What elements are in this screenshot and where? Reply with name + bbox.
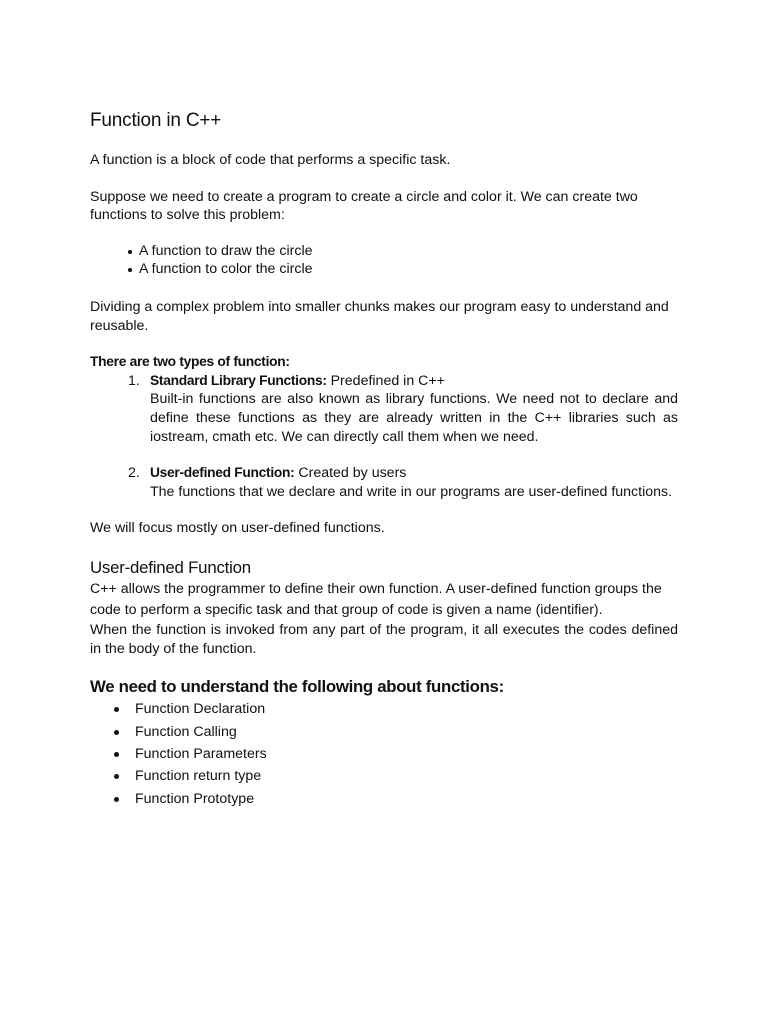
circle-example-paragraph: Suppose we need to create a program to create a circle and color it. We can create two functions to solve this problem: <box>90 188 638 224</box>
functions-topics-heading: We need to understand the following about functions: <box>90 677 504 697</box>
function-type-short: Created by users <box>294 465 407 482</box>
list-item: Function Declaration <box>114 698 678 720</box>
function-type-term: Standard Library Functions: <box>150 372 327 388</box>
list-item: A function to color the circle <box>128 260 678 279</box>
list-item: Function Calling <box>114 721 678 743</box>
function-type-standard-library <box>128 372 678 446</box>
circle-function-list <box>128 242 678 279</box>
list-item: A function to draw the circle <box>128 242 678 261</box>
page-title: Function in C++ <box>90 110 222 131</box>
list-item: Function return type <box>114 765 678 787</box>
list-number: 1. <box>128 372 140 389</box>
function-type-term: User-defined Function: <box>150 465 295 481</box>
intro-paragraph: A function is a block of code that performs a specific task. <box>90 152 451 168</box>
function-type-short: Predefined in C++ <box>326 372 445 389</box>
list-number: 2. <box>128 465 140 482</box>
function-type-description: Built-in functions are also known as library functions. We need not to declare and define these functions as they are already written in the C++ libraries such as iostream, cmath etc. We can directly call them when we need. <box>150 391 678 445</box>
document-content <box>90 108 678 810</box>
function-types-list <box>128 372 678 502</box>
function-types-heading: There are two types of function: <box>90 354 290 370</box>
list-item: Function Parameters <box>114 743 678 765</box>
user-defined-paragraph: C++ allows the programmer to define their own function. A user-defined function groups the code to perform a specific task and that group of code is given a name (identifier). <box>90 580 662 618</box>
functions-topics-list <box>114 698 678 810</box>
dividing-paragraph: Dividing a complex problem into smaller chunks makes our program easy to understand and reusable. <box>90 298 669 334</box>
list-item: Function Prototype <box>114 788 678 810</box>
function-type-user-defined <box>128 464 678 501</box>
user-defined-invocation-paragraph: When the function is invoked from any part of the program, it all executes the codes defined in the body of the function. <box>90 621 678 657</box>
focus-paragraph: We will focus mostly on user-defined functions. <box>90 520 385 537</box>
user-defined-heading: User-defined Function <box>90 557 251 577</box>
function-type-description: The functions that we declare and write in our programs are user-defined functions. <box>150 483 673 500</box>
